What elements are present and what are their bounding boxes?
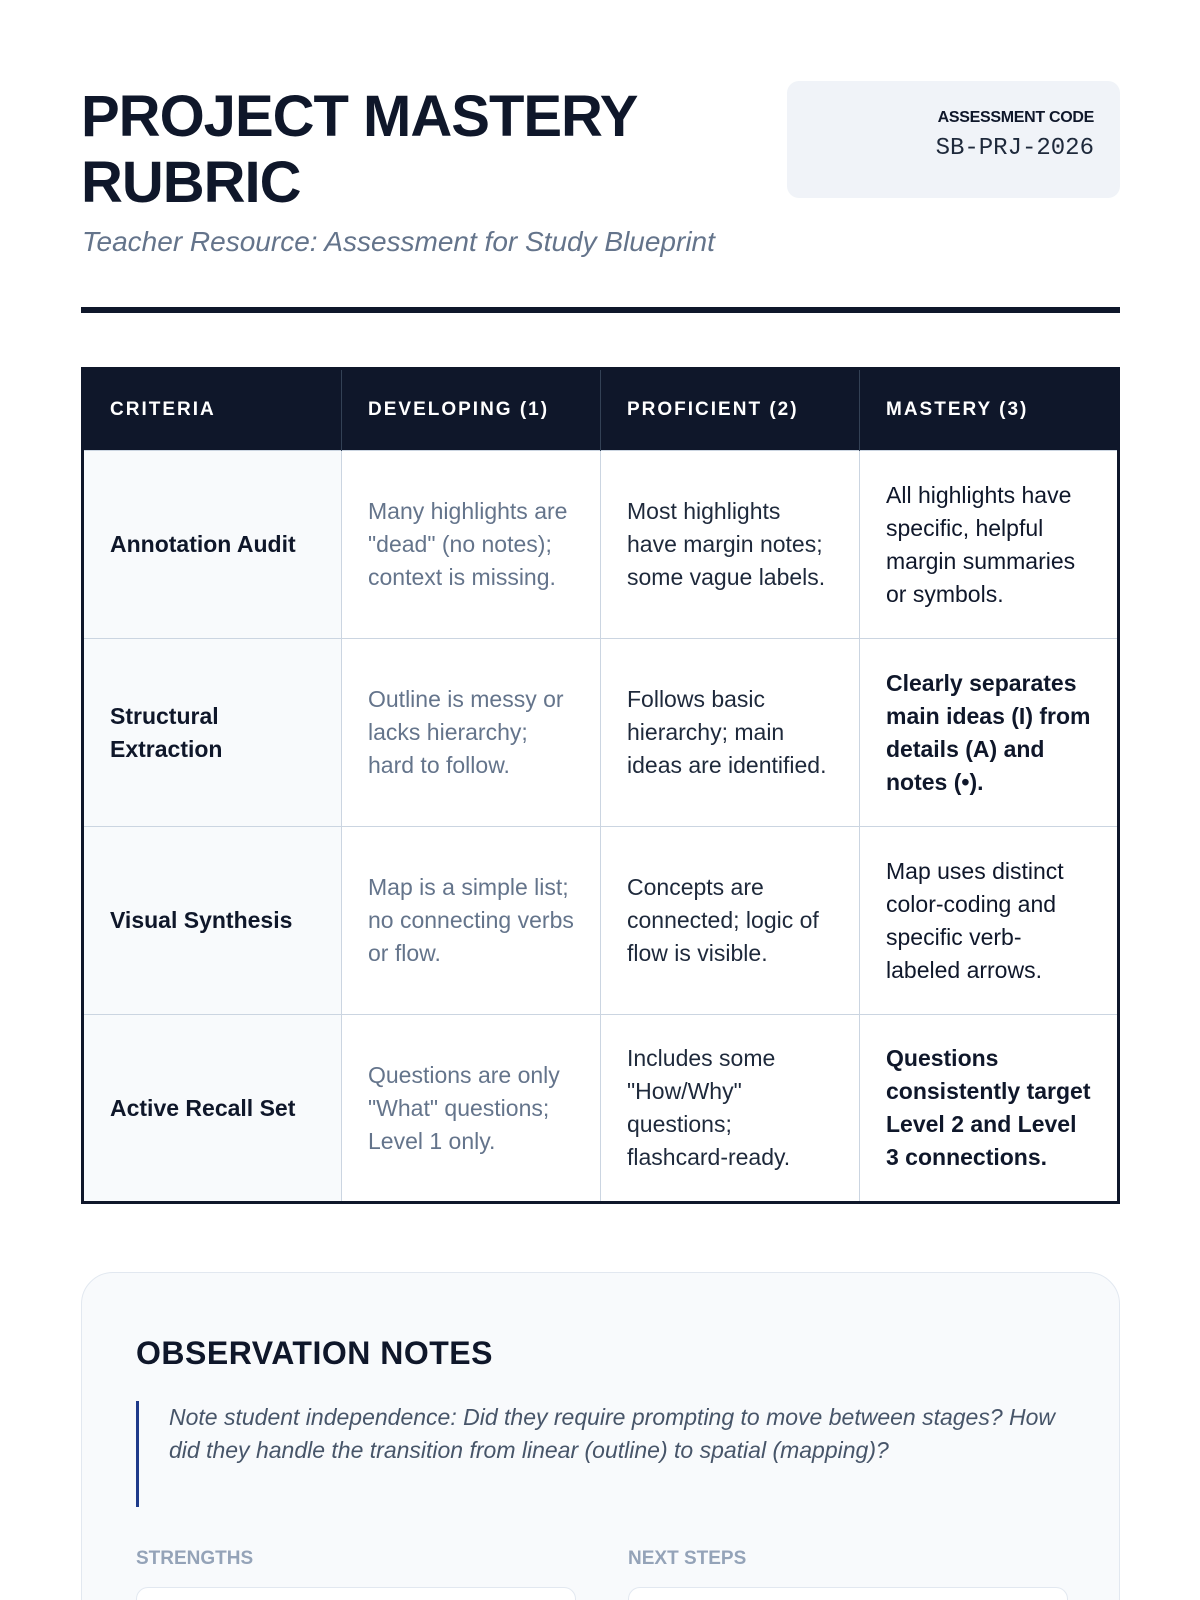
column-header-mastery: MASTERY (3): [860, 369, 1119, 451]
proficient-cell: Concepts are connected; logic of flow is visible.: [601, 827, 860, 1015]
proficient-cell: Includes some "How/Why" questions; flashcard-ready.: [601, 1015, 860, 1203]
mastery-cell: Questions consistently target Level 2 and Level 3 connections.: [860, 1015, 1119, 1203]
assessment-code-box: [787, 81, 1120, 198]
column-header-proficient: PROFICIENT (2): [601, 369, 860, 451]
table-row: [83, 827, 1119, 1015]
observation-prompt: Note student independence: Did they require prompting to move between stages? How did they handle the transition from linear (outline) to spatial (mapping)?: [136, 1401, 1076, 1507]
observation-notes-title: OBSERVATION NOTES: [136, 1335, 493, 1371]
table-row: [83, 1015, 1119, 1203]
rubric-table: [81, 367, 1120, 1204]
assessment-code-value: SB-PRJ-2026: [935, 135, 1094, 162]
observation-notes-card: [81, 1272, 1120, 1600]
mastery-cell: Clearly separates main ideas (I) from details (A) and notes (•).: [860, 639, 1119, 827]
next-steps-input[interactable]: [628, 1587, 1068, 1600]
proficient-cell: Follows basic hierarchy; main ideas are identified.: [601, 639, 860, 827]
table-row: [83, 639, 1119, 827]
page-subtitle: Teacher Resource: Assessment for Study Blueprint: [82, 226, 715, 257]
criteria-cell: Structural Extraction: [83, 639, 342, 827]
next-steps-label: NEXT STEPS: [628, 1548, 747, 1569]
strengths-label: STRENGTHS: [136, 1548, 254, 1569]
header-divider: [81, 307, 1120, 313]
developing-cell: Questions are only "What" questions; Level 1 only.: [342, 1015, 601, 1203]
table-row: [83, 451, 1119, 639]
page-title: PROJECT MASTERY RUBRIC: [81, 84, 637, 215]
developing-cell: Outline is messy or lacks hierarchy; hard to follow.: [342, 639, 601, 827]
developing-cell: Map is a simple list; no connecting verbs or flow.: [342, 827, 601, 1015]
column-header-developing: DEVELOPING (1): [342, 369, 601, 451]
proficient-cell: Most highlights have margin notes; some vague labels.: [601, 451, 860, 639]
developing-cell: Many highlights are "dead" (no notes); context is missing.: [342, 451, 601, 639]
criteria-cell: Annotation Audit: [83, 451, 342, 639]
assessment-code-label: ASSESSMENT CODE: [937, 109, 1094, 126]
table-header-row: [83, 369, 1119, 451]
criteria-cell: Visual Synthesis: [83, 827, 342, 1015]
mastery-cell: Map uses distinct color-coding and specific verb-labeled arrows.: [860, 827, 1119, 1015]
column-header-criteria: CRITERIA: [83, 369, 342, 451]
criteria-cell: Active Recall Set: [83, 1015, 342, 1203]
strengths-input[interactable]: [136, 1587, 576, 1600]
mastery-cell: All highlights have specific, helpful margin summaries or symbols.: [860, 451, 1119, 639]
